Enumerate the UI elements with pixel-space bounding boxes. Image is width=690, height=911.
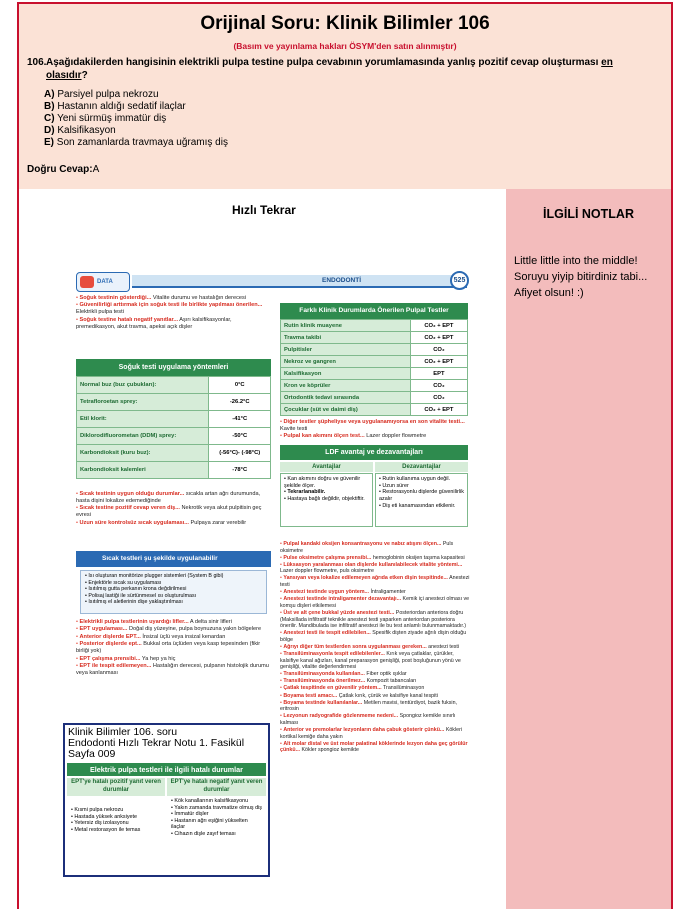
reference-line-2: Endodonti Hızlı Tekrar Notu 1. Fasikül xyxy=(68,737,245,749)
table-row: Travma takibi CO₂ + EPT xyxy=(281,332,468,344)
table-row: Kron ve köprüler CO₂ xyxy=(281,380,468,392)
false-negative-head: EPT'ye hatalı negatif yanıt veren durumlar xyxy=(167,778,266,796)
hot-test-title: Sıcak testleri şu şekilde uygulanabilir xyxy=(76,551,271,567)
bullets-mid: • Sıcak testinin uygun olduğu durumlar... sıcakla artan ağrı durumunda, hasta dişini lokalize edemediğinde • Sıcak testine pozitif cevap veren diş... Nekrotik veya akut pulpitisin geç evresi • Uzun süre kontrolsüz sıcak uygulaması... Pulpaya zarar verebilir xyxy=(76,491,270,527)
list-item: • Uzun sürer xyxy=(379,482,409,489)
list-item: • Tekrarlanabilir. xyxy=(284,489,326,496)
cold-test-table xyxy=(76,376,271,479)
question-number: 106. xyxy=(27,57,47,68)
list-item: • Cihazın dişle zayıf teması xyxy=(171,830,236,837)
answer-options xyxy=(44,89,228,149)
list-item: • Kan akımını doğru ve güvenilir şekilde ölçer. xyxy=(284,476,361,489)
list-item: • Yakın zamanda travmatize olmuş diş xyxy=(171,804,262,811)
book-page-header xyxy=(76,275,486,289)
table-row: Tetrafloroetan sprey: -26.2°C xyxy=(77,394,271,411)
reference-line-3: Sayfa 009 xyxy=(68,748,116,760)
option-a[interactable]: A) Parsiyel pulpa nekrozu xyxy=(44,89,159,100)
hot-test-list xyxy=(80,570,267,614)
quick-review-title: Hızlı Tekrar xyxy=(232,203,296,217)
question-mark: ? xyxy=(81,70,88,81)
bullets-low: • Elektrikli pulpa testlerinin uyardığı lifler... A delta sinir lifleri • EPT uygulaması... Doğal diş yüzeyine, pulpa boynuzuna yakın bölgelere • Anterior dişlerde EPT... İnsizal üçlü veya insizal kenardan • Posterior dişlerde ept... Bukkal orta üçlüden veya kasp tepesinden (fikir birliği yok) • EPT çalışma prensibi... Ya hep ya hiç • EPT ile tespit edilemeyen... Hastalığın derecesi, pulpanın histolojik durumu veya kanlanması xyxy=(76,619,270,677)
ldf-advantages xyxy=(280,473,373,527)
table-row: Rutin klinik muayene CO₂ + EPT xyxy=(281,320,468,332)
false-positive-head: EPT'ye hatalı pozitif yanıt veren durumlar xyxy=(67,778,165,796)
book-page-number: 525 xyxy=(450,271,469,290)
table-row: Karbondioksit (kuru buz): (-56°C)- (-98°C) xyxy=(77,445,271,462)
publisher-logo: DATA xyxy=(76,272,130,292)
reference-box xyxy=(63,723,270,877)
question-area xyxy=(19,4,671,189)
notes-panel xyxy=(506,189,671,909)
question-emphasis-1: en xyxy=(601,57,613,68)
ldf-title: LDF avantaj ve dezavantajları xyxy=(280,445,468,460)
table-row: Diklorodifluorometan (DDM) sprey: -50°C xyxy=(77,428,271,445)
table-row: Nekroz ve gangren CO₂ + EPT xyxy=(281,356,468,368)
page-frame xyxy=(17,2,673,909)
list-item: • Hastanın ağrı eşiğini yükselten ilaçlar xyxy=(171,817,248,831)
copyright-note: (Basım ve yayınlama hakları ÖSYM'den satın alınmıştır) xyxy=(233,41,457,51)
ldf-advantages-head: Avantajlar xyxy=(280,462,373,472)
ldf-disadvantages-head: Dezavantajlar xyxy=(375,462,468,472)
reference-text xyxy=(68,727,244,760)
list-item: • Isıtılmış gutta perkanın krona değdirilmesi xyxy=(85,586,187,593)
list-item: • Restorasyonlu dişlerde güvenilirlik azalır xyxy=(379,489,464,503)
option-c[interactable]: C) Yeni sürmüş immatür diş xyxy=(44,113,167,124)
option-d[interactable]: D) Kalsifikasyon xyxy=(44,125,116,136)
option-e[interactable]: E) Son zamanlarda travmaya uğramış diş xyxy=(44,137,228,148)
pulpal-tests-table xyxy=(280,319,468,416)
list-item: • Isı oluşturan monitörize plugger sistemleri (System B gibi) xyxy=(85,573,224,579)
bullets-right-1: • Diğer testler şüpheliyse veya uygulanamıyorsa en son vitalite testi... Kavite testi • Pulpal kan akımını ölçen test... Lazer doppler flowmetre xyxy=(280,419,470,441)
bullets-top: • Soğuk testinin gösterdiği... Vitalite durumu ve hastalığın derecesi • Güvenilirliği arttırmak için soğuk testi ile birlikte yapılması önerilen... Elektrikli pulpa testi • Soğuk testine hatalı negatif yanıtlar... Aşırı kalsifikasyonlar, premedikasyon, akut travma, apeksi açık dişler xyxy=(76,295,270,331)
table-row: Pulpitisler CO₂ xyxy=(281,344,468,356)
question-text xyxy=(27,56,637,82)
ept-errors-title: Elektrik pulpa testleri ile ilgili hatalı durumlar xyxy=(67,763,266,776)
correct-answer: Doğru Cevap:A xyxy=(27,164,100,175)
table-row: Çocuklar (süt ve daimi diş) CO₂ + EPT xyxy=(281,404,468,416)
table-row: Kalsifikasyon EPT xyxy=(281,368,468,380)
page-title: Orijinal Soru: Klinik Bilimler 106 xyxy=(200,13,490,34)
table-row: Karbondioksit kalemleri -78°C xyxy=(77,462,271,479)
notes-title: İLGİLİ NOTLAR xyxy=(543,207,634,221)
reference-line-1: Klinik Bilimler 106. soru xyxy=(68,726,178,738)
table-row: Ortodontik tedavi sırasında CO₂ xyxy=(281,392,468,404)
list-item: • Isıtılmış el aletlerinin dişe yaklaştırılması xyxy=(85,599,183,606)
section-bar: ENDODONTİ xyxy=(132,275,467,288)
list-item: • İmmatür dişler xyxy=(171,811,209,818)
false-positive-list xyxy=(67,807,165,833)
option-b[interactable]: B) Hastanın aldığı sedatif ilaçlar xyxy=(44,101,186,112)
list-item: • Polisaj lastiği ile sürtünmesel ısı oluşturulması xyxy=(85,592,197,599)
question-stem: Aşağıdakilerden hangisinin elektrikli pulpa testine pulpa cevabının yorumlamasında yanlış pozitif cevap oluşturması xyxy=(46,57,602,68)
main-area xyxy=(19,189,506,909)
table-row: Normal buz (buz çubukları): 0°C xyxy=(77,377,271,394)
cold-test-table-title: Soğuk testi uygulama yöntemleri xyxy=(76,359,271,376)
list-item: • Metal restorasyon ile temas xyxy=(71,826,141,833)
list-item: • Rutin kullanıma uygun değil. xyxy=(379,476,451,482)
list-item: • Diş eti kanamasından etkilenir. xyxy=(379,502,456,509)
list-item: • Yetersiz diş izolasyonu xyxy=(71,820,129,827)
ldf-disadvantages xyxy=(375,473,468,527)
table-row: Etil klorit: -41°C xyxy=(77,411,271,428)
list-item: • Hastaya bağlı değildir, objektiftir. xyxy=(284,496,365,503)
false-negative-list xyxy=(167,798,266,838)
list-item: • Kısmi pulpa nekrozu xyxy=(71,807,124,813)
list-item: • Kök kanallarının kalsifikasyonu xyxy=(171,798,249,804)
bullets-right-2: • Pulpal kandaki oksijen konsantrasyonu ve nabız atışını ölçen... Puls oksimetre • Pulse oksimetre çalışma prensibi... hemoglobinin oksijen taşıma kapasitesi • Lüksasyon yaralanması olan dişlerde kullanılabilecek vitalite yöntemi... Lazer doppler flowmetre, puls oksimetre • Yansıyan veya lokalize edilemeyen ağrıda etken dişin tespitinde... Anestezi testi • Anestezi testinde uygun yöntem... İntraligamenter • Anestezi testinde intraligamenter dezavantajı... Kemik içi anestezi olması ve komşu dişleri etkilemesi • Üst ve alt çene bukkal yüzde anestezi testi... Posteriordan anteriora doğru (Maksillada infiltratif teknikle anestezi testi yaparken anteriordan posteriora önerilir. Mandibulada ise infiltratif anestezi ile bu test anlamlı bulunmamaktadır.) • Anestezi testi ile tespit edilebilen... Spesifik dişten ziyade ağrılı dişin olduğu bölge • Ağrıyı diğer tüm testlerden sonra uygulanması gereken... anestezi testi • Transilüminasyonla tespit edilebilenler... Kırık veya çatlaklar, çürükler, kalsifiye kanal ağızları, kanal preparasyon genişliği, post boşluğunun yönü ve genişliği, vitalite değerlendirmesi • Transilüminasyonda kullanılan... Fiber optik ışıklar • Transilüminasyonda önerilmez... Kompozit tabancaları • Çatlak tespitinde en güvenilir yöntem... Transilüminasyon • Boyama testi amacı... Çatlak kırık, çürük ve kalsifiye kanal tespiti • Boyama testinde kullanılanlar... Metilen mavisi, tentürdiyot, bazik fuksin, eritrosin • Lezyonun radyografide gözlenmeme nedeni... Spongioz kemikle sınırlı kalması • Anterior ve premolarlar lezyonların daha çabuk gösterir çünkü... Kökleri kortikal kemiğe daha yakın • Alt molar distal ve üst molar palatinal köklerinde lezyon daha geç görülür çünkü... Kökler spongioz kemikte xyxy=(280,541,472,754)
list-item: • Enjektörle sıcak su uygulaması xyxy=(85,579,162,586)
pulpal-tests-table-title: Farklı Klinik Durumlarda Önerilen Pulpal Testler xyxy=(280,303,468,319)
notes-text: Little little into the middle! Soruyu yiyip bitirdiniz tabi... Afiyet olsun! :) xyxy=(514,255,648,299)
question-emphasis-2: olasıdır xyxy=(46,70,82,81)
list-item: • Hastada yüksek anksiyete xyxy=(71,813,138,820)
